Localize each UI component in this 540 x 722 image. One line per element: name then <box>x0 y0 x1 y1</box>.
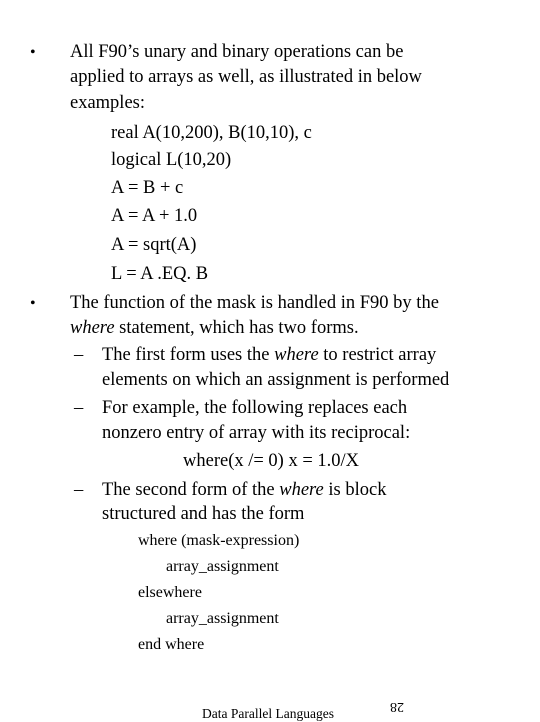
block-code-line: end where <box>138 636 205 653</box>
bullet-marker: • <box>30 295 36 312</box>
bullet1-line3: examples: <box>70 93 146 113</box>
where-keyword: where <box>70 318 115 338</box>
dash-marker: – <box>74 480 84 500</box>
where-keyword: where <box>279 480 324 500</box>
sub3-line2: structured and has the form <box>102 504 305 524</box>
code-line: L = A .EQ. B <box>111 264 209 284</box>
sub3-line1-pre: The second form of the <box>102 480 280 500</box>
sub2-line1: For example, the following replaces each <box>102 398 408 418</box>
sub3-line1 <box>102 479 386 501</box>
sub2-line2: nonzero entry of array with its reciprocal: <box>102 423 411 443</box>
bullet1-line2: applied to arrays as well, as illustrated in below <box>70 67 422 87</box>
block-code-line: array_assignment <box>166 558 279 575</box>
code-line: real A(10,200), B(10,10), c <box>111 123 312 143</box>
sub2-code: where(x /= 0) x = 1.0/X <box>183 451 360 471</box>
sub1-line2: elements on which an assignment is performed <box>102 370 450 390</box>
block-code-line: elsewhere <box>138 584 202 601</box>
dash-marker: – <box>74 398 84 418</box>
code-line: A = B + c <box>111 178 184 198</box>
block-code-line: array_assignment <box>166 610 279 627</box>
footer-title: Data Parallel Languages <box>202 706 334 721</box>
bullet2-line1: The function of the mask is handled in F90 by the <box>70 293 439 313</box>
sub1-line1 <box>102 344 436 366</box>
page-number: 28 <box>390 699 404 714</box>
sub3-line1-post: is block <box>323 480 387 500</box>
where-keyword: where <box>274 345 319 365</box>
dash-marker: – <box>74 345 84 365</box>
bullet2-line2 <box>70 317 359 339</box>
bullet-marker: • <box>30 44 36 61</box>
bullet2-line2-rest: statement, which has two forms. <box>114 318 359 338</box>
bullet1-line1: All F90’s unary and binary operations can be <box>70 42 404 62</box>
sub1-line1-pre: The first form uses the <box>102 345 275 365</box>
sub1-line1-post: to restrict array <box>318 345 437 365</box>
code-line: logical L(10,20) <box>111 150 232 170</box>
block-code-line: where (mask-expression) <box>138 532 300 549</box>
code-line: A = A + 1.0 <box>111 206 198 226</box>
code-line: A = sqrt(A) <box>111 235 197 255</box>
